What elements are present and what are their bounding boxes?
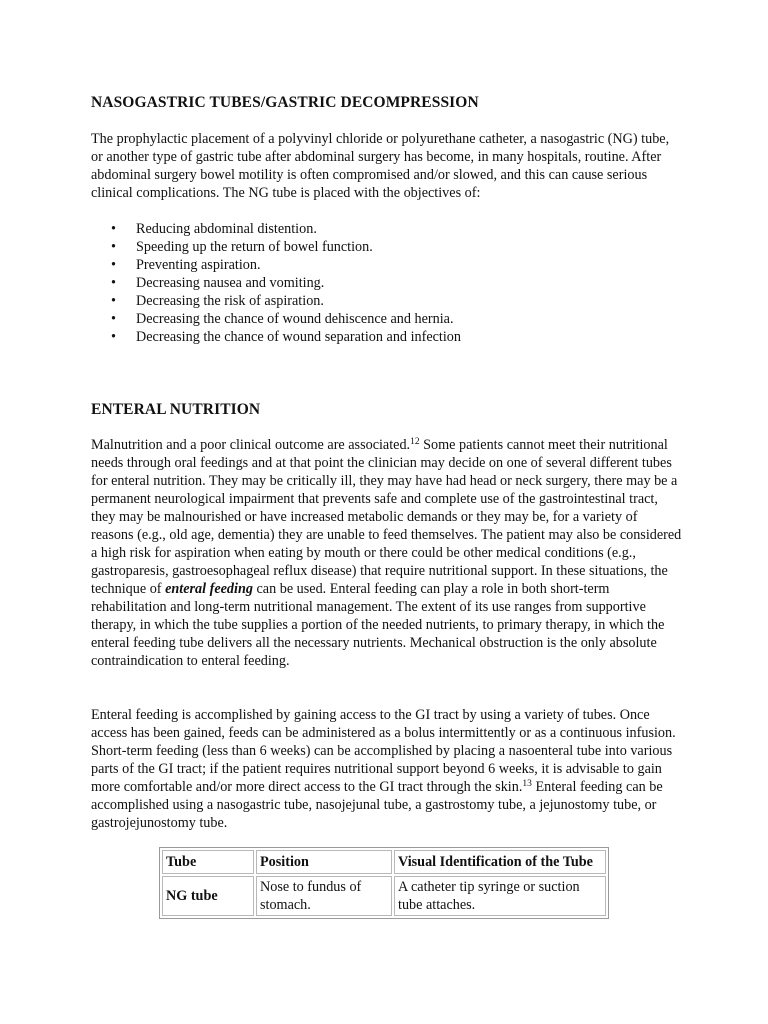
reference-superscript: 13 [522,779,532,789]
objective-text: Speeding up the return of bowel function. [136,239,373,255]
list-item [91,328,461,346]
objective-text: Preventing aspiration. [136,257,261,273]
emphasis-enteral-feeding: enteral feeding [165,581,253,597]
list-item [91,274,461,292]
objectives-list [91,220,461,346]
list-item [91,238,461,256]
table-cell-tube: NG tube [162,876,254,916]
bullet-icon: • [111,221,116,237]
bullet-icon: • [111,293,116,309]
list-item [91,292,461,310]
list-item [91,310,461,328]
table-row [162,876,606,916]
objective-text: Reducing abdominal distention. [136,221,317,237]
table-header-row [162,850,606,874]
paragraph-enteral-access [91,706,683,832]
column-header-visual-identification: Visual Identification of the Tube [394,850,606,874]
list-item [91,256,461,274]
paragraph-ng-intro: The prophylactic placement of a polyvinyl chloride or polyurethane catheter, a nasogastric (NG) tube, or another type of gastric tube after abdominal surgery has become, in many hospitals, routine. After abdominal surgery bowel motility is often compromised and/or slowed, and this can cause serious clinical complications. The NG tube is placed with the objectives of: [91,131,670,201]
text-span: Malnutrition and a poor clinical outcome are associated. [91,437,411,453]
text-span: Some patients cannot meet their nutritional needs through oral feedings and at that point the clinician may decide on one of several different tubes for enteral nutrition. They may be critically ill, they may have had head or neck surgery, there may be a permanent neurological impairment that prevents safe and complete use of the gastrointestinal tract, they may be malnourished or have increased metabolic demands or they may be, for a variety of reasons (e.g., old age, dementia) they are unable to feed themselves. The patient may also be considered a high risk for aspiration when eating by mouth or there could be other medical conditions (e.g., gastroparesis, gastroesophageal reflux disease) that require nutritional support. In these situations, the technique of [91,437,682,597]
bullet-icon: • [111,311,116,327]
heading-enteral-nutrition: ENTERAL NUTRITION [91,401,261,418]
column-header-tube: Tube [162,850,254,874]
text-span: Enteral feeding can be accomplished using a nasogastric tube, nasojejunal tube, a gastrostomy tube, a jejunostomy tube, or gastrojejunostomy tube. [91,779,663,831]
objective-text: Decreasing the risk of aspiration. [136,293,324,309]
tube-table [159,847,609,919]
paragraph-enteral-intro [91,436,683,670]
bullet-icon: • [111,239,116,255]
table-cell-position: Nose to fundus of stomach. [256,876,392,916]
column-header-position: Position [256,850,392,874]
text-span: can be used. Enteral feeding can play a role in both short-term rehabilitation and long-term nutritional management. The extent of its use ranges from supportive therapy, in which the tube supplies a portion of the needed nutrients, to primary therapy, in which the enteral feeding tube delivers all the necessary nutrients. Mechanical obstruction is the only absolute contraindication to enteral feeding. [91,581,665,669]
objective-text: Decreasing the chance of wound separation and infection [136,329,461,345]
objective-text: Decreasing nausea and vomiting. [136,275,325,291]
reference-superscript: 12 [410,437,420,447]
list-item [91,220,461,238]
table-cell-visual-identification: A catheter tip syringe or suction tube attaches. [394,876,606,916]
bullet-icon: • [111,275,116,291]
bullet-icon: • [111,329,116,345]
text-span: Enteral feeding is accomplished by gaining access to the GI tract by using a variety of tubes. Once access has been gained, feeds can be administered as a bolus intermittently or as a continuous infusion. Short-term feeding (less than 6 weeks) can be accomplished by placing a nasoenteral tube into various parts of the GI tract; if the patient requires nutritional support beyond 6 weeks, it is advisable to gain more comfortable and/or more direct access to the GI tract through the skin. [91,707,676,795]
objective-text: Decreasing the chance of wound dehiscence and hernia. [136,311,454,327]
heading-nasogastric-tubes: NASOGASTRIC TUBES/GASTRIC DECOMPRESSION [91,94,479,111]
bullet-icon: • [111,257,116,273]
